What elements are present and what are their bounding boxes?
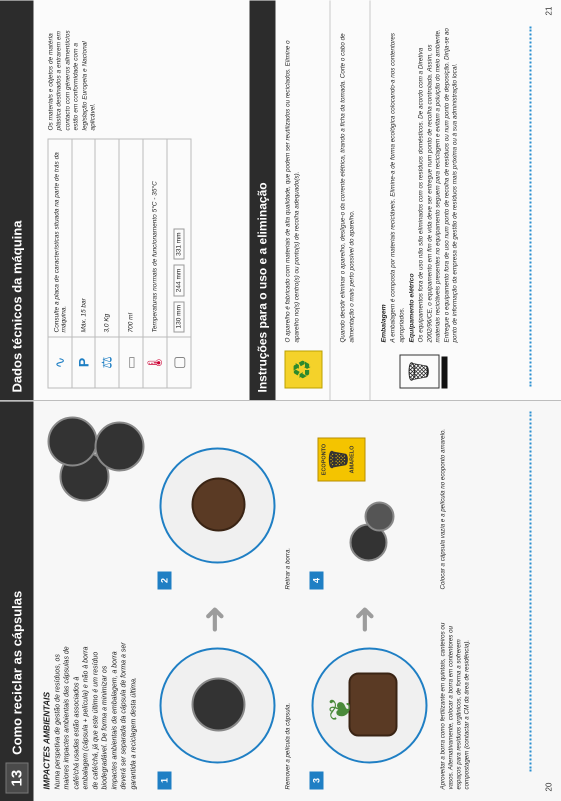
spec-row (95, 139, 119, 388)
weight-icon: ⚖ (95, 337, 119, 388)
impact-title: IMPACTES AMBIENTAIS (42, 692, 52, 790)
specs-table (48, 139, 192, 389)
spec-text: Temperaturas normais de funcionamento 5°C - 35°C (143, 139, 167, 337)
spec-dims (167, 139, 191, 337)
section-header-recycling (0, 402, 34, 801)
electric-title: Equipamento elétrico (408, 23, 417, 343)
capsule-image (48, 417, 98, 467)
spec-row (167, 139, 191, 388)
section-title-recycling: Como reciclar as cápsulas (9, 591, 24, 755)
dimension-width: 244 mm (174, 265, 185, 296)
step-number: 2 (158, 572, 172, 590)
spec-row (72, 139, 95, 388)
divider-line (330, 1, 331, 401)
recycle-icon: ♻ (285, 351, 323, 389)
section-number: 13 (5, 763, 28, 794)
arrow-icon: ➜ (345, 605, 385, 634)
dimension-height: 130 mm (174, 301, 185, 332)
rotated-sheet-21 (0, 1, 561, 401)
spec-text: Máx. 15 bar (72, 139, 95, 337)
page-technical-data (0, 0, 561, 400)
spec-text: Consulte a placa de características situada na parte de trás da máquina. (48, 139, 72, 337)
impact-text: Numa perspetiva de gestão de resíduos, os maiores impactes ambientais das cápsulas de café/chá usadas estão associados à embalagem (cápsula + película) e não à borra de café/chá, já que este último é um resíduo biodegradável. De forma a minimizar os impactes ambientais da embalagem, a borra deverá ser separada da cápsula de forma a ser garantida a reciclagem desta última. (54, 640, 139, 790)
page-recycling (0, 400, 561, 801)
page-number: 20 (545, 783, 554, 792)
packaging-text: A embalagem é composta por materiais recicláveis. Elimine-a de forma ecológica colocando-a nos contentores apropriados. (390, 23, 407, 343)
capsule-image (365, 502, 395, 532)
rotated-sheet-20 (0, 402, 561, 801)
disposal-paragraph-1: O aparelho é fabricado com materiais de alta qualidade, que podem ser reutilizados ou reciclados. Elimine o aparelho no(s) centro(s) ou ponto(s) de recolha adequado(s). (285, 23, 302, 343)
step-number: 1 (158, 772, 172, 790)
step-2-illustration (160, 448, 276, 564)
thermometer-icon: 🌡 (143, 337, 167, 388)
plant-icon: ❦ (324, 696, 359, 721)
black-bar (442, 357, 448, 389)
box-icon: ▢ (167, 337, 191, 388)
ecoponto-color: AMARELO (350, 439, 356, 481)
step-1-illustration (160, 648, 276, 764)
page-number: 21 (545, 7, 554, 16)
wave-icon: ∿ (48, 337, 72, 388)
spec-text: 3,0 Kg (95, 139, 119, 337)
ecoponto-label: ECOPONTO (322, 439, 328, 481)
dimension-depth: 331 mm (174, 228, 185, 259)
section-header-technical (0, 1, 34, 401)
step-1-caption: Remover a película da cápsula. (285, 620, 292, 790)
step-3-caption: Aproveitar a borra como fertilizante em quintais, canteiros ou vasos. Alternativamente, colocar a borra em contentores ou espaços para resíduos orgânicos, de forma a sofrerem compostagem (contactar a CM da área de residência). (440, 615, 472, 790)
pressure-icon: P (72, 337, 95, 388)
arrow-icon: ➜ (195, 605, 235, 634)
packaging-title: Embalagem (380, 23, 389, 343)
dotted-divider (530, 412, 532, 772)
spec-row (48, 139, 72, 388)
step-2-caption: Retirar a borra. (285, 420, 292, 590)
section-title-technical: Dados técnicos da máquina (9, 221, 24, 393)
coffee-grounds-image (192, 478, 246, 532)
spec-row (143, 139, 167, 388)
electric-text: Os equipamentos fora de uso não são eliminados com os resíduos domésticos. De acordo com a Diretiva 2002/96/CE, o equipamento em fim de vida deve ser entregue num ponto de recolha controlada. Assim, os materiais recicláveis presentes no equipamento seguem para reciclagem e evitam a poluição do meio ambiente. Entregue o equipamento fora de uso num ponto de recolha de resíduos ou num ponto de deposição. Dirija-se ao ponto de informação da empresa de gestão de resíduos mais próxima ou à sua administração local. (418, 23, 461, 343)
food-contact-note: Os materiais e objetos de matéria plástica destinados a entrarem em contacto com géneros alimentícios estão em conformidade com a legislação Europeia e Nacional aplicável. (48, 21, 99, 131)
spec-row (119, 139, 143, 388)
dotted-divider (530, 27, 532, 387)
recycle-bin-icon: 🗑 (328, 439, 350, 481)
crossed-bin-icon: 🗑 (400, 355, 440, 389)
section-title-disposal: Instruções para o uso e a eliminação (256, 182, 270, 392)
spec-text: 700 ml (119, 139, 143, 337)
step-3-illustration (312, 648, 428, 764)
tank-icon: ▭ (119, 337, 143, 388)
ecoponto-yellow-bin (318, 438, 366, 482)
divider-line (370, 1, 371, 401)
capsule-image (95, 422, 145, 472)
step-number: 4 (310, 572, 324, 590)
capsule-image (192, 678, 246, 732)
disposal-paragraph-2: Quando decidir eliminar o aparelho, desligue-o da corrente elétrica, tirando a ficha da tomada. Corte o cabo de alimentação o mais perto possível do aparelho. (340, 23, 357, 343)
step-number: 3 (310, 772, 324, 790)
step-4-caption: Colocar a cápsula vazia e a película no ecoponto amarelo. (440, 415, 447, 590)
section-header-disposal (250, 1, 276, 401)
